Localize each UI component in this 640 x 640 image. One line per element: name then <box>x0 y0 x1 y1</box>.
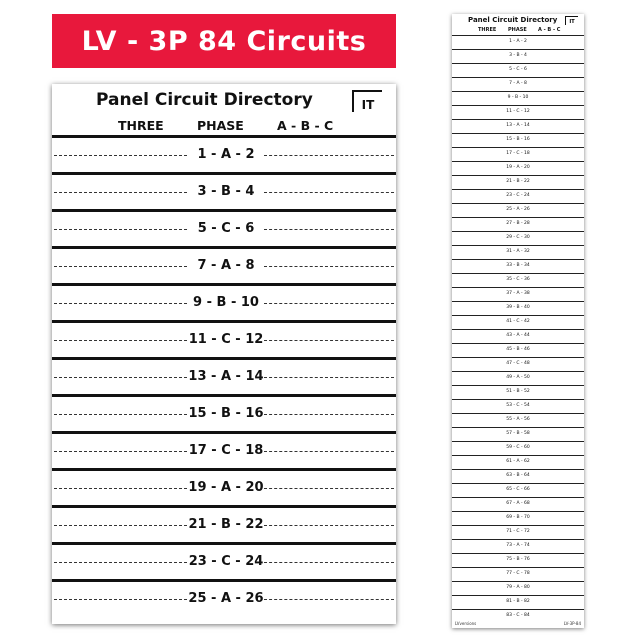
circuit-label: 25 - A - 26 <box>188 591 264 606</box>
header-three: THREE <box>118 118 164 133</box>
circuit-write-line-right <box>264 340 394 341</box>
strip-row <box>452 273 584 287</box>
lit-logo-icon: IT <box>352 90 382 112</box>
circuit-write-line-left <box>54 303 187 304</box>
row-rule <box>52 542 396 545</box>
strip-row-rule <box>452 35 584 36</box>
strip-circuit-label: 77 - C - 78 <box>506 571 530 576</box>
strip-row-rule <box>452 315 584 316</box>
strip-circuit-label: 5 - C - 6 <box>509 67 527 72</box>
strip-circuit-label: 71 - C - 72 <box>506 529 530 534</box>
strip-row <box>452 315 584 329</box>
strip-row <box>452 133 584 147</box>
strip-circuit-label: 11 - C - 12 <box>506 109 530 114</box>
strip-row-rule <box>452 217 584 218</box>
circuit-write-line-left <box>54 340 187 341</box>
strip-row <box>452 357 584 371</box>
strip-circuit-label: 67 - A - 68 <box>506 501 530 506</box>
strip-row <box>452 245 584 259</box>
strip-row-rule <box>452 483 584 484</box>
strip-row-rule <box>452 245 584 246</box>
strip-row <box>452 287 584 301</box>
circuit-write-line-left <box>54 599 187 600</box>
strip-row-rule <box>452 539 584 540</box>
strip-circuit-label: 39 - B - 40 <box>506 305 530 310</box>
circuit-label: 17 - C - 18 <box>188 443 264 458</box>
row-rule <box>52 431 396 434</box>
strip-row <box>452 189 584 203</box>
circuit-label: 9 - B - 10 <box>193 295 259 310</box>
strip-header-phase: PHASE <box>508 27 527 33</box>
strip-row <box>452 49 584 63</box>
strip-row <box>452 77 584 91</box>
strip-row-rule <box>452 231 584 232</box>
strip-row <box>452 147 584 161</box>
strip-row-rule <box>452 273 584 274</box>
strip-circuit-label: 83 - C - 84 <box>506 613 530 618</box>
directory-row <box>52 468 396 505</box>
strip-row <box>452 497 584 511</box>
strip-row-rule <box>452 567 584 568</box>
strip-row-rule <box>452 189 584 190</box>
directory-row <box>52 505 396 542</box>
strip-circuit-label: 73 - A - 74 <box>506 543 530 548</box>
circuit-label: 19 - A - 20 <box>188 480 264 495</box>
strip-row <box>452 455 584 469</box>
circuit-write-line-left <box>54 229 187 230</box>
strip-circuit-label: 31 - A - 32 <box>506 249 530 254</box>
directory-row <box>52 357 396 394</box>
directory-strip-full <box>452 14 584 628</box>
strip-circuit-label: 57 - B - 58 <box>506 431 530 436</box>
strip-circuit-label: 41 - C - 42 <box>506 319 530 324</box>
strip-row-rule <box>452 385 584 386</box>
strip-circuit-label: 17 - C - 18 <box>506 151 530 156</box>
circuit-write-line-right <box>264 192 394 193</box>
circuit-label: 13 - A - 14 <box>188 369 264 384</box>
strip-row <box>452 259 584 273</box>
strip-circuit-label: 75 - B - 76 <box>506 557 530 562</box>
strip-circuit-label: 25 - A - 26 <box>506 207 530 212</box>
strip-row-rule <box>452 581 584 582</box>
strip-circuit-label: 23 - C - 24 <box>506 193 530 198</box>
strip-row <box>452 553 584 567</box>
strip-row-rule <box>452 287 584 288</box>
strip-circuit-label: 49 - A - 50 <box>506 375 530 380</box>
strip-row <box>452 567 584 581</box>
strip-lit-logo-icon: IT <box>565 16 578 25</box>
strip-row <box>452 231 584 245</box>
circuit-write-line-left <box>54 266 187 267</box>
directory-row <box>52 320 396 357</box>
strip-header-three: THREE <box>478 27 497 33</box>
row-rule <box>52 320 396 323</box>
circuit-write-line-right <box>264 155 394 156</box>
circuit-label: 23 - C - 24 <box>188 554 264 569</box>
strip-circuit-label: 19 - A - 20 <box>506 165 530 170</box>
circuit-write-line-left <box>54 562 187 563</box>
row-rule <box>52 135 396 138</box>
product-title-banner <box>52 14 396 68</box>
strip-footer-code: LV-3P-84 <box>563 621 581 626</box>
strip-row <box>452 203 584 217</box>
strip-row <box>452 175 584 189</box>
strip-row <box>452 371 584 385</box>
circuit-write-line-right <box>264 229 394 230</box>
card-title: Panel Circuit Directory <box>96 90 313 110</box>
directory-row <box>52 579 396 616</box>
circuit-write-line-left <box>54 488 187 489</box>
directory-row <box>52 135 396 172</box>
circuit-write-line-right <box>264 377 394 378</box>
strip-row-rule <box>452 427 584 428</box>
strip-row <box>452 539 584 553</box>
strip-circuit-label: 7 - A - 8 <box>509 81 527 86</box>
directory-row <box>52 431 396 468</box>
circuit-write-line-left <box>54 451 187 452</box>
circuit-write-line-left <box>54 414 187 415</box>
strip-row <box>452 511 584 525</box>
strip-row-rule <box>452 357 584 358</box>
directory-row <box>52 394 396 431</box>
strip-row <box>452 35 584 49</box>
strip-row <box>452 329 584 343</box>
row-rule <box>52 172 396 175</box>
strip-circuit-label: 65 - C - 66 <box>506 487 530 492</box>
circuit-write-line-left <box>54 377 187 378</box>
strip-circuit-label: 9 - B - 10 <box>507 95 529 100</box>
strip-title: Panel Circuit Directory <box>468 16 558 24</box>
strip-row <box>452 469 584 483</box>
strip-row <box>452 581 584 595</box>
circuit-label: 3 - B - 4 <box>197 184 255 199</box>
strip-circuit-label: 51 - B - 52 <box>506 389 530 394</box>
strip-circuit-label: 69 - B - 70 <box>506 515 530 520</box>
circuit-write-line-right <box>264 414 394 415</box>
strip-row-rule <box>452 301 584 302</box>
strip-row <box>452 441 584 455</box>
strip-footer-brand: LVversions <box>455 621 477 626</box>
circuit-write-line-right <box>264 562 394 563</box>
strip-row <box>452 427 584 441</box>
strip-row-rule <box>452 133 584 134</box>
circuit-label: 11 - C - 12 <box>188 332 264 347</box>
strip-row-rule <box>452 371 584 372</box>
circuit-label: 5 - C - 6 <box>197 221 255 236</box>
strip-row <box>452 343 584 357</box>
strip-row-rule <box>452 469 584 470</box>
strip-row-rule <box>452 203 584 204</box>
strip-row <box>452 483 584 497</box>
header-abc: A - B - C <box>277 118 334 133</box>
strip-circuit-label: 81 - B - 82 <box>506 599 530 604</box>
strip-circuit-label: 61 - A - 62 <box>506 459 530 464</box>
strip-circuit-label: 63 - B - 64 <box>506 473 530 478</box>
circuit-write-line-right <box>264 599 394 600</box>
row-rule <box>52 209 396 212</box>
directory-row <box>52 209 396 246</box>
circuit-label: 15 - B - 16 <box>188 406 264 421</box>
strip-row <box>452 385 584 399</box>
strip-row-rule <box>452 49 584 50</box>
row-rule <box>52 246 396 249</box>
strip-header-abc: A - B - C <box>538 27 561 33</box>
strip-row <box>452 525 584 539</box>
strip-row <box>452 413 584 427</box>
strip-row-rule <box>452 413 584 414</box>
strip-circuit-label: 3 - B - 4 <box>509 53 527 58</box>
strip-circuit-label: 29 - C - 30 <box>506 235 530 240</box>
circuit-write-line-left <box>54 155 187 156</box>
strip-row-rule <box>452 595 584 596</box>
strip-circuit-label: 79 - A - 80 <box>506 585 530 590</box>
strip-circuit-label: 59 - C - 60 <box>506 445 530 450</box>
strip-row <box>452 91 584 105</box>
circuit-write-line-right <box>264 303 394 304</box>
strip-row <box>452 595 584 609</box>
strip-row-rule <box>452 63 584 64</box>
strip-row-rule <box>452 259 584 260</box>
strip-row <box>452 63 584 77</box>
strip-circuit-label: 45 - B - 46 <box>506 347 530 352</box>
strip-row-rule <box>452 525 584 526</box>
circuit-label: 21 - B - 22 <box>188 517 264 532</box>
circuit-label: 1 - A - 2 <box>197 147 255 162</box>
strip-circuit-label: 55 - A - 56 <box>506 417 530 422</box>
strip-circuit-label: 15 - B - 16 <box>506 137 530 142</box>
strip-row-rule <box>452 497 584 498</box>
strip-row-rule <box>452 161 584 162</box>
row-rule <box>52 505 396 508</box>
directory-row <box>52 283 396 320</box>
strip-row <box>452 161 584 175</box>
row-rule <box>52 357 396 360</box>
strip-row <box>452 119 584 133</box>
directory-row <box>52 542 396 579</box>
circuit-write-line-right <box>264 451 394 452</box>
circuit-write-line-left <box>54 525 187 526</box>
circuit-label: 7 - A - 8 <box>197 258 255 273</box>
strip-row-rule <box>452 147 584 148</box>
row-rule <box>52 468 396 471</box>
directory-row <box>52 246 396 283</box>
strip-row-rule <box>452 329 584 330</box>
strip-circuit-label: 27 - B - 28 <box>506 221 530 226</box>
strip-row-rule <box>452 553 584 554</box>
product-title: LV - 3P 84 Circuits <box>81 25 367 57</box>
strip-circuit-label: 53 - C - 54 <box>506 403 530 408</box>
strip-row-rule <box>452 119 584 120</box>
strip-row-rule <box>452 441 584 442</box>
strip-circuit-label: 35 - C - 36 <box>506 277 530 282</box>
strip-circuit-label: 21 - B - 22 <box>506 179 530 184</box>
strip-row-rule <box>452 609 584 610</box>
strip-row-rule <box>452 343 584 344</box>
header-phase: PHASE <box>197 118 244 133</box>
strip-row-rule <box>452 91 584 92</box>
row-rule <box>52 283 396 286</box>
circuit-write-line-right <box>264 525 394 526</box>
strip-row-rule <box>452 455 584 456</box>
strip-row <box>452 301 584 315</box>
row-rule <box>52 579 396 582</box>
strip-circuit-label: 47 - C - 48 <box>506 361 530 366</box>
strip-circuit-label: 13 - A - 14 <box>506 123 530 128</box>
strip-row <box>452 105 584 119</box>
strip-circuit-label: 1 - A - 2 <box>509 39 527 44</box>
directory-card-large <box>52 84 396 624</box>
strip-circuit-label: 37 - A - 38 <box>506 291 530 296</box>
strip-circuit-label: 43 - A - 44 <box>506 333 530 338</box>
strip-row <box>452 399 584 413</box>
circuit-write-line-left <box>54 192 187 193</box>
strip-row-rule <box>452 77 584 78</box>
strip-circuit-label: 33 - B - 34 <box>506 263 530 268</box>
circuit-write-line-right <box>264 266 394 267</box>
strip-row <box>452 217 584 231</box>
strip-row-rule <box>452 399 584 400</box>
circuit-write-line-right <box>264 488 394 489</box>
directory-row <box>52 172 396 209</box>
strip-row-rule <box>452 105 584 106</box>
strip-row-rule <box>452 175 584 176</box>
strip-row-rule <box>452 511 584 512</box>
row-rule <box>52 394 396 397</box>
